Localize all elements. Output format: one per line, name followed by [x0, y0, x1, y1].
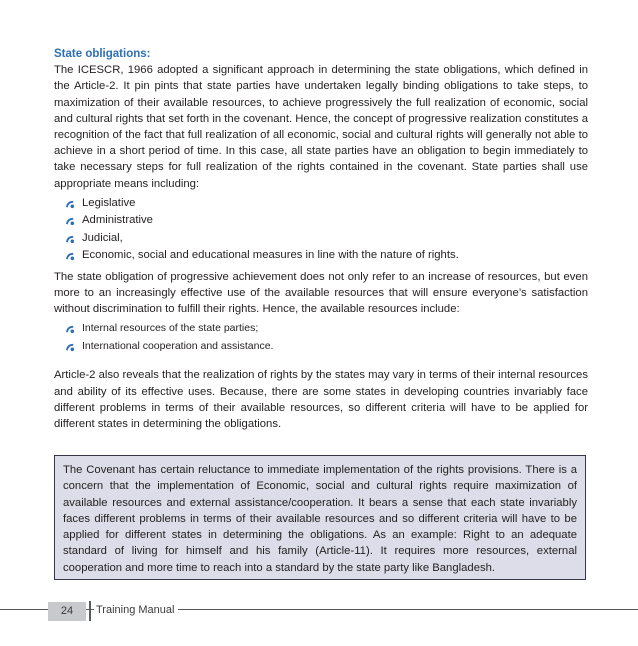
- callout-text: The Covenant has certain reluctance to immediate implementation of the rights provisions. There is a concern that the implementation of Economic, social and cultural rights require maximization of available resources and external assistance/cooperation. It bears a sense that each state invariably faces different problems in terms of their available resources and so different criteria will have to be applied for different states in determining the obligations. As an example: Right to an adequate standard of living for himself and his family (Article-11). It requires more resources, external cooperation and more time to reach into a standard by the state party like Bangladesh.: [63, 464, 577, 574]
- callout-box: [54, 455, 586, 580]
- means-item-label: Economic, social and educational measures in line with the nature of rights.: [82, 249, 459, 262]
- footer-separator: [89, 601, 91, 621]
- curved-arrow-bullet-icon: [66, 325, 75, 334]
- curved-arrow-bullet-icon: [66, 235, 75, 244]
- means-item-label: Judicial,: [82, 231, 123, 244]
- section-heading: State obligations:: [54, 48, 151, 60]
- means-item-label: Administrative: [82, 214, 153, 227]
- paragraph-state-obligations: The ICESCR, 1966 adopted a significant approach in determining the state obligations, which defined in the Article-2. It pin pints that state parties have undertaken legally binding obligations to take steps, to maximization of their available resources, to achieve progressively the full realization of economic, social and cultural rights that set forth in the covenant. Hence, the concept of progressive realization constitutes a recognition of the fact that full realization of all economic, social and cultural rights will generally not able to achieve in a short period of time. In this case, all state parties have an obligation to begin immediately to take necessary steps for full realization of the rights contained in the covenant. State parties shall use appropriate means including:: [54, 64, 588, 190]
- paragraph-progressive-achievement: The state obligation of progressive achievement does not only refer to an increase of resources, but even more to an increasingly effective use of the available resources that will ensure everyone’s satisfaction without discrimination to fulfill their rights. Hence, the available resources include:: [54, 270, 588, 316]
- footer-title: Training Manual: [94, 602, 178, 618]
- list-item: [66, 212, 588, 230]
- spacer: [54, 359, 588, 367]
- curved-arrow-bullet-icon: [66, 200, 75, 209]
- curved-arrow-bullet-icon: [66, 343, 75, 352]
- resource-item-label: Internal resources of the state parties;: [82, 322, 259, 335]
- main-text-column: [54, 46, 588, 432]
- list-item: [66, 320, 588, 338]
- list-item: [66, 195, 588, 213]
- list-item: [66, 230, 588, 248]
- curved-arrow-bullet-icon: [66, 217, 75, 226]
- paragraph-article-2: Article-2 also reveals that the realization of rights by the states may vary in terms of their internal resources and ability of its effective uses. Because, there are some states in developing countries invariably face different problems in terms of their available resources, so different criteria will have to be applied for different states in determining the obligations.: [54, 369, 588, 431]
- curved-arrow-bullet-icon: [66, 252, 75, 261]
- means-list: [54, 195, 588, 265]
- page-number: 24: [48, 602, 86, 621]
- resource-item-label: International cooperation and assistance.: [82, 339, 274, 352]
- list-item: [66, 338, 588, 356]
- means-item-label: Legislative: [82, 196, 136, 209]
- resources-list: [54, 320, 588, 355]
- list-item: [66, 247, 588, 265]
